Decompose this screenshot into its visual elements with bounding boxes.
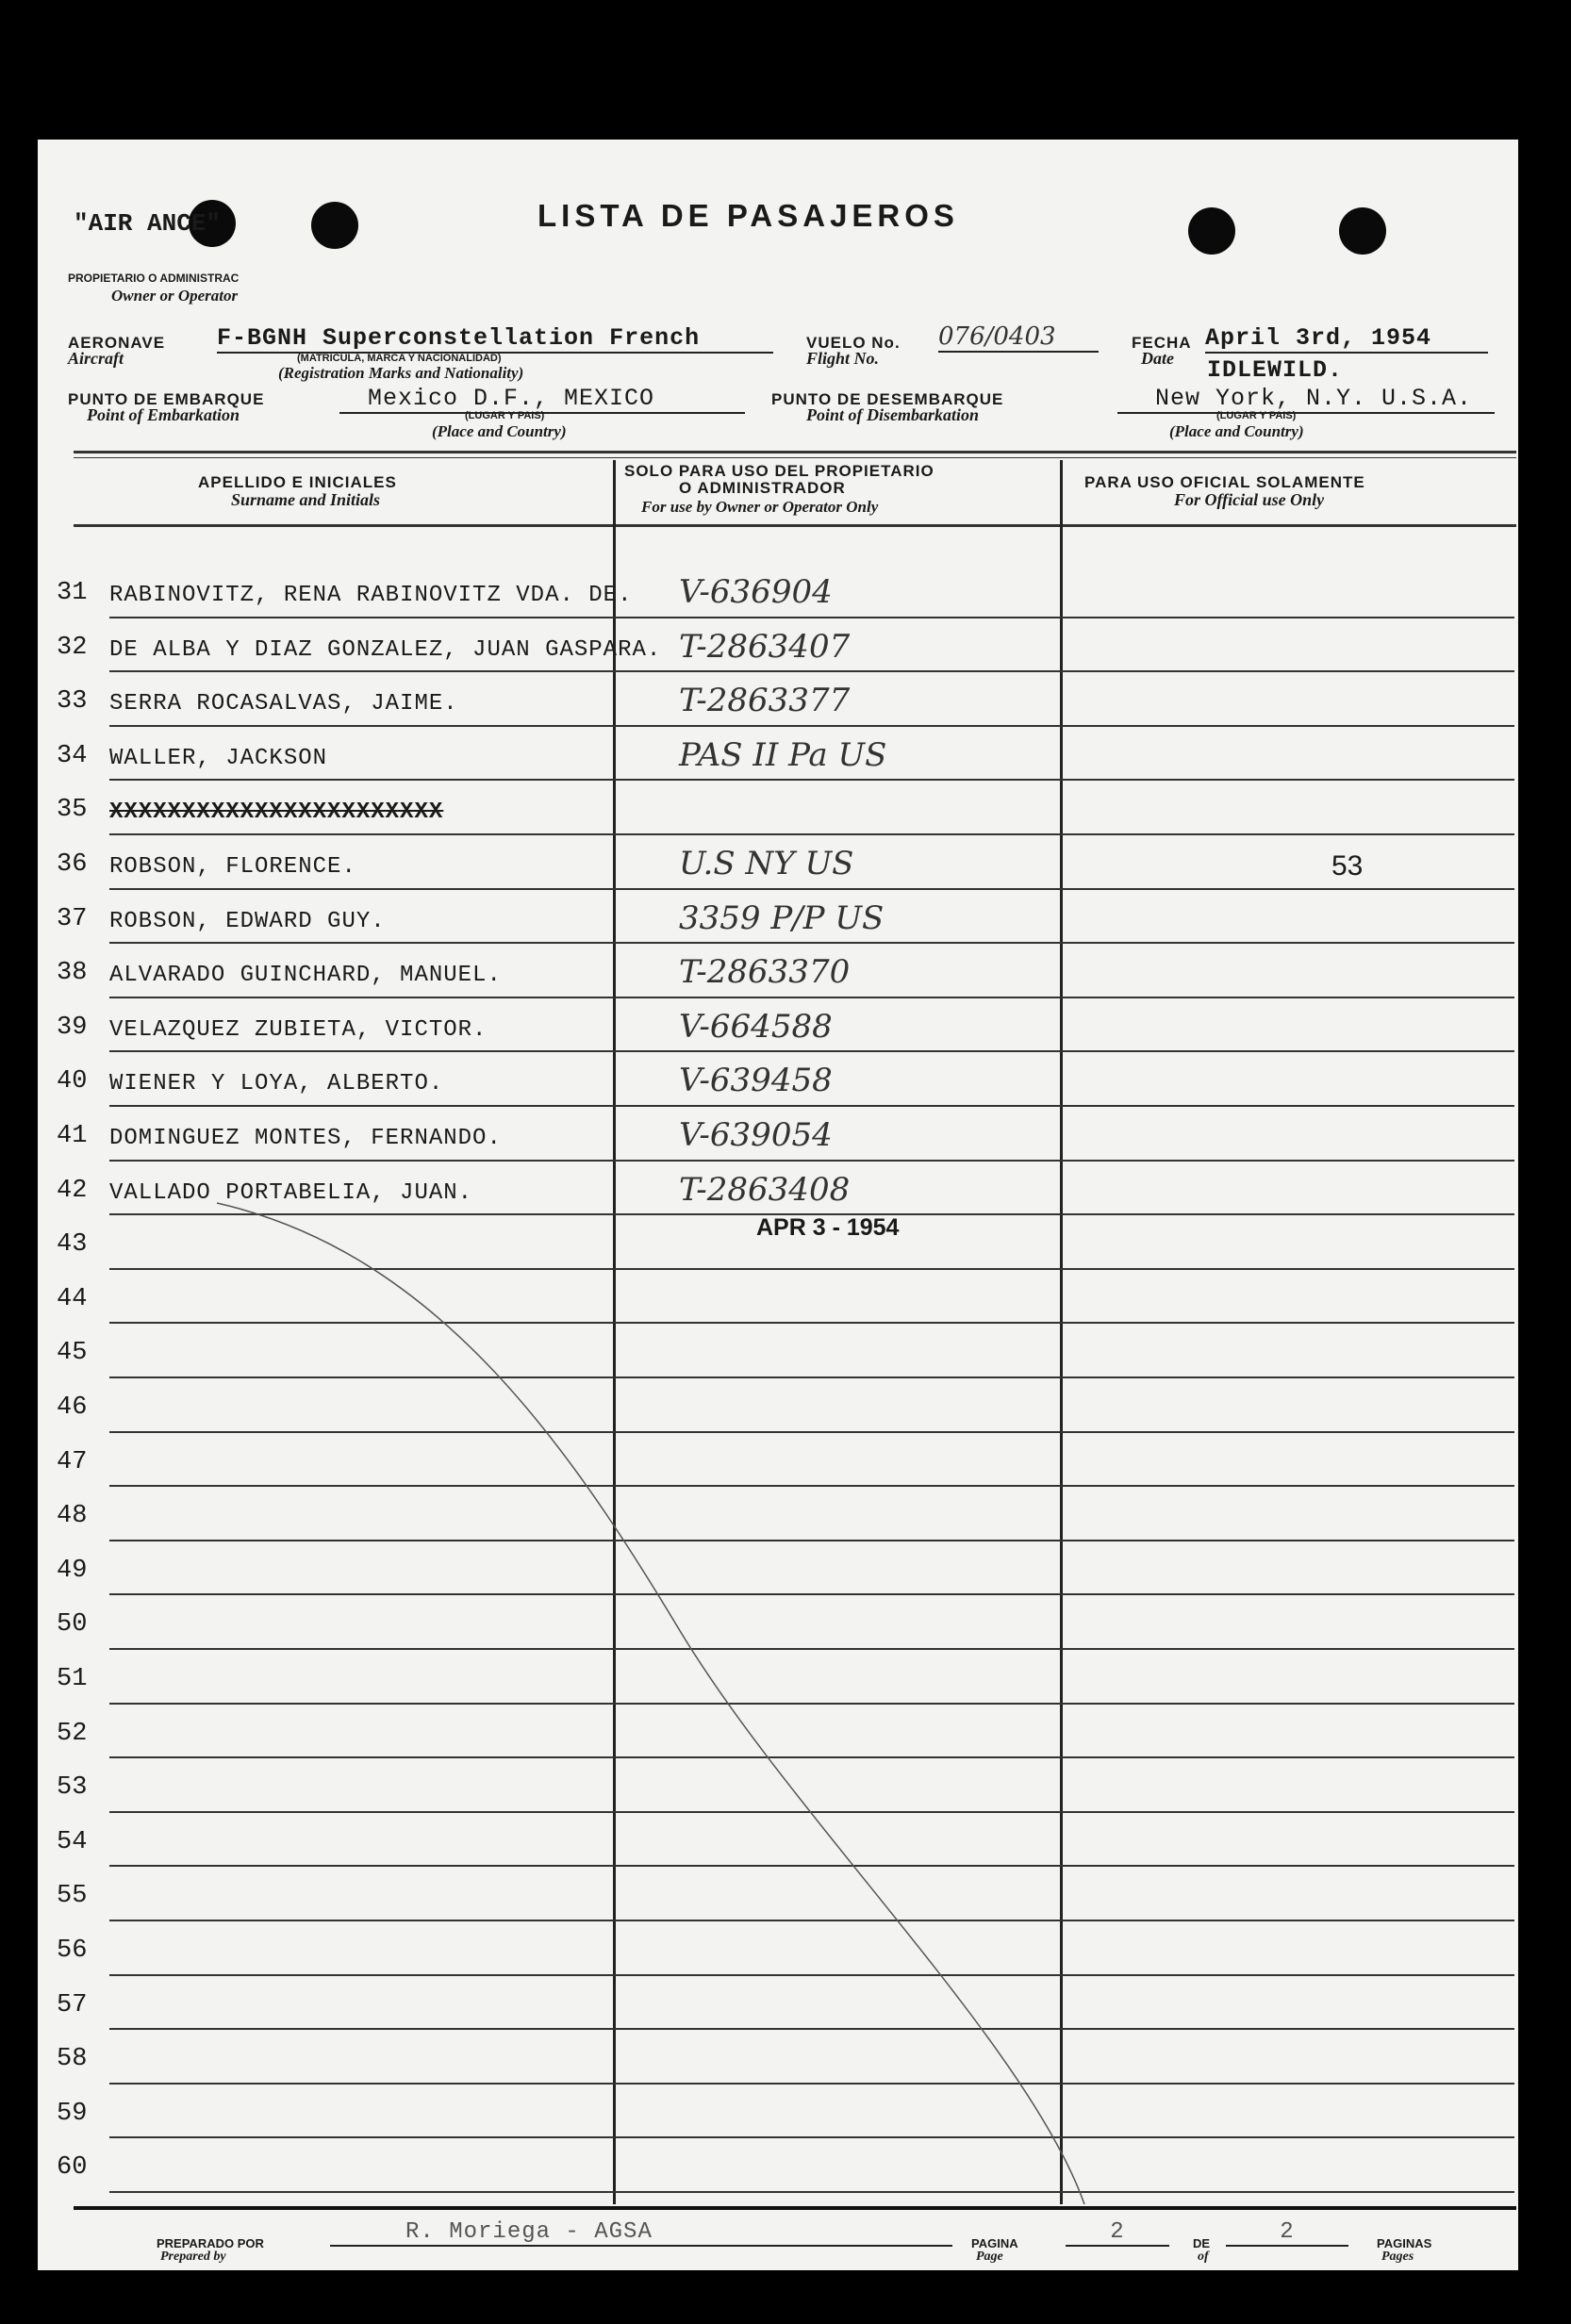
row-number: 39 [57,1013,88,1042]
of-value: 2 [1226,2219,1348,2247]
owner-label-en: Owner or Operator [111,287,239,305]
col3-header-en: For Official use Only [1174,490,1325,509]
row-number: 46 [57,1393,88,1422]
owner-use-value: V-639054 [679,1116,833,1154]
row-number: 49 [57,1556,88,1585]
passenger-name: WALLER, JACKSON [109,745,328,771]
disembarkation-label-en: Point of Disembarkation [806,405,980,424]
owner-use-value: T-2863408 [679,1170,851,1209]
disembarkation-sub-es: (LUGAR Y PAIS) [1216,410,1297,421]
embarkation-sub-en: (Place and Country) [432,422,567,440]
row-number: 47 [57,1447,88,1476]
date-label-es: FECHA [1132,334,1192,352]
aircraft-value: F-BGNH Superconstellation French [217,324,773,354]
owner-use-value: V-636904 [679,573,833,611]
date-label-en: Date [1141,349,1174,368]
row-number: 53 [57,1773,88,1803]
row-number: 45 [57,1339,88,1368]
date-stamp: APR 3 - 1954 [756,1214,900,1241]
col2-header-es-2: O ADMINISTRADOR [679,479,846,497]
prepared-label-en: Prepared by [160,2250,226,2264]
passenger-name: XXXXXXXXXXXXXXXXXXXXXXX [109,799,444,826]
row-number: 35 [57,796,88,825]
row-number: 31 [57,579,88,607]
diagonal-strike-line [38,140,1518,2270]
footer-rule [74,2206,1516,2210]
embarkation-label-es: PUNTO DE EMBARQUE [68,390,265,408]
passenger-name: VELAZQUEZ ZUBIETA, VICTOR. [109,1016,488,1043]
row-number: 44 [57,1284,88,1313]
col1-header-en: Surname and Initials [231,490,381,509]
passenger-name: ROBSON, FLORENCE. [109,854,356,880]
page-value: 2 [1066,2219,1169,2247]
official-use-value: 53 [1331,850,1364,882]
col1-header-es: APELLIDO E INICIALES [198,473,397,491]
disembarkation-sub-en: (Place and Country) [1169,422,1304,440]
operator-name: "AIR ANCE" [74,209,222,238]
owner-use-value: V-664588 [679,1007,833,1046]
row-number: 42 [57,1176,88,1205]
owner-use-value: PAS II Pa US [679,735,887,774]
page-label: PAGINA [971,2236,1018,2250]
row-number: 48 [57,1502,88,1531]
passenger-name: RABINOVITZ, RENA RABINOVITZ VDA. DE. [109,583,633,608]
flight-label-en: Flight No. [806,349,880,368]
of-label-en: of [1198,2250,1209,2264]
pages-label-en: Pages [1381,2250,1414,2264]
of-label: DE [1193,2236,1211,2250]
row-number: 41 [57,1122,88,1150]
embarkation-sub-es: (LUGAR Y PAIS) [465,410,545,421]
row-number: 40 [57,1067,88,1096]
row-number: 34 [57,741,88,770]
row-number: 59 [57,2099,88,2128]
date-extra: IDLEWILD. [1207,356,1344,384]
flight-label-es: VUELO No. [806,334,901,352]
row-number: 58 [57,2045,88,2074]
passenger-manifest-sheet [38,140,1518,2270]
owner-use-value: U.S NY US [679,845,854,882]
col3-header-es: PARA USO OFICIAL SOLAMENTE [1084,473,1365,491]
aircraft-sub-en: (Registration Marks and Nationality) [278,364,524,382]
disembarkation-label-es: PUNTO DE DESEMBARQUE [771,390,1004,408]
owner-use-value: T-2863370 [679,953,851,992]
row-number: 55 [57,1882,88,1911]
page-label-en: Page [976,2250,1003,2264]
passenger-name: WIENER Y LOYA, ALBERTO. [109,1071,444,1097]
prepared-label: PREPARADO POR [157,2236,264,2250]
row-number: 36 [57,850,88,879]
row-number: 50 [57,1610,88,1640]
owner-use-value: T-2863377 [679,682,851,720]
row-number: 37 [57,904,88,933]
disembarkation-value: New York, N.Y. U.S.A. [1117,385,1495,414]
passenger-name: ALVARADO GUINCHARD, MANUEL. [109,963,502,989]
row-number: 43 [57,1230,88,1260]
pages-label: PAGINAS [1377,2236,1432,2250]
aircraft-sub-es: (MATRICULA, MARCA Y NACIONALIDAD) [297,353,502,364]
prepared-value: R. Moriega - AGSA [330,2219,952,2247]
row-number: 60 [57,2153,88,2183]
owner-label-es: PROPIETARIO O ADMINISTRAC [68,272,240,285]
page-title: LISTA DE PASAJEROS [537,198,959,233]
passenger-name: VALLADO PORTABELIA, JUAN. [109,1179,473,1206]
row-number: 32 [57,633,88,662]
row-number: 38 [57,959,88,988]
aircraft-label-en: Aircraft [68,349,124,368]
row-number: 52 [57,1719,88,1748]
row-number: 56 [57,1937,88,1965]
row-number: 54 [57,1827,88,1856]
owner-use-value: T-2863407 [679,627,851,666]
passenger-name: DE ALBA Y DIAZ GONZALEZ, JUAN GASPARA. [109,636,662,663]
col2-header-en: For use by Owner or Operator Only [641,498,879,516]
row-number: 57 [57,1990,88,2019]
owner-use-value: 3359 P/P US [679,898,885,937]
row-number: 51 [57,1665,88,1693]
passenger-name: DOMINGUEZ MONTES, FERNANDO. [109,1126,502,1151]
embarkation-label-en: Point of Embarkation [87,405,240,424]
col2-header-es-1: SOLO PARA USO DEL PROPIETARIO [624,462,934,480]
embarkation-value: Mexico D.F., MEXICO [339,385,745,414]
passenger-name: SERRA ROCASALVAS, JAIME. [109,691,458,717]
aircraft-label-es: AERONAVE [68,334,166,352]
flight-value: 076/0403 [938,322,1099,353]
passenger-name: ROBSON, EDWARD GUY. [109,908,386,934]
row-number: 33 [57,687,88,717]
date-value: April 3rd, 1954 [1205,324,1488,354]
owner-use-value: V-639458 [679,1062,833,1100]
